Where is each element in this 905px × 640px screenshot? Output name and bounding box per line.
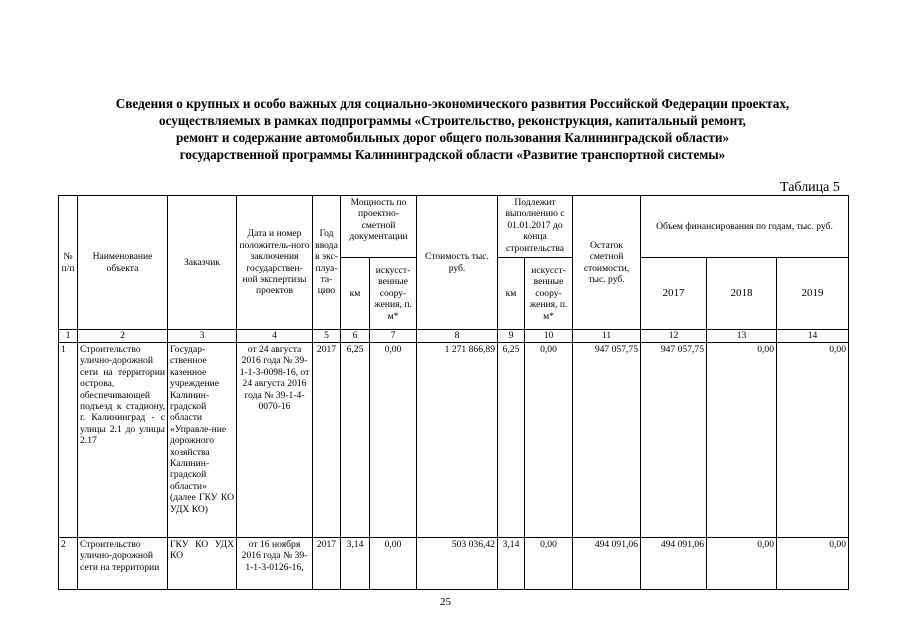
- row-art: 0,00: [370, 343, 417, 538]
- row-rest: 947 057,75: [573, 343, 641, 538]
- row-art-due: 0,00: [525, 343, 573, 538]
- row-num: 1: [59, 343, 78, 538]
- row-name: Строительство улично-дорожной сети на территории: [78, 538, 168, 590]
- title-line: государственной программы Калининградской области «Развитие транспортной системы»: [179, 147, 726, 162]
- row-year: 2017: [313, 538, 341, 590]
- header-art-due: искусст-венные соору-жения, п. м*: [525, 258, 573, 330]
- header-year: Год ввода в экс-плуа-та-цию: [313, 196, 341, 330]
- row-cost: 503 036,42: [417, 538, 498, 590]
- header-art: искусст-венные соору-жения, п. м*: [370, 258, 417, 330]
- title-line: ремонт и содержание автомобильных дорог общего пользования Калининградской области»: [175, 130, 730, 145]
- document-title: [40, 95, 865, 163]
- header-customer: Заказчик: [168, 196, 237, 330]
- row-year: 2017: [313, 343, 341, 538]
- column-number: 9: [498, 330, 525, 343]
- row-2017: 494 091,06: [641, 538, 707, 590]
- row-2019: 0,00: [777, 538, 849, 590]
- row-km: 6,25: [341, 343, 370, 538]
- row-2019: 0,00: [777, 343, 849, 538]
- row-km-due: 6,25: [498, 343, 525, 538]
- row-date: от 16 ноября 2016 года № 39-1-1-3-0126-16,: [237, 538, 313, 590]
- row-2018: 0,00: [707, 538, 777, 590]
- header-num: № п/п: [59, 196, 78, 330]
- column-number-row: [59, 330, 849, 343]
- column-number: 10: [525, 330, 573, 343]
- row-2017: 947 057,75: [641, 343, 707, 538]
- column-number: 8: [417, 330, 498, 343]
- row-name: Строительство улично-дорожной сети на территории острова, обеспечивающей подъезд к стадиону, г. Калининград - с улицы 2.1 до улицы 2.17: [78, 343, 168, 538]
- column-number: 14: [777, 330, 849, 343]
- header-year-2017: 2017: [641, 258, 707, 330]
- table-row: [59, 343, 849, 538]
- header-km-due: км: [498, 258, 525, 330]
- column-number: 2: [78, 330, 168, 343]
- header-year-2018: 2018: [707, 258, 777, 330]
- header-due: Подлежит выполнению с 01.01.2017 до конца строительства: [498, 196, 573, 258]
- projects-table: [58, 195, 849, 590]
- row-customer: Государ-ственное казенное учреждение Калинин-градской области «Управле-ние дорожного хозяйства Калинин-градской области» (далее ГКУ КО УДХ КО): [168, 343, 237, 538]
- row-km-due: 3,14: [498, 538, 525, 590]
- title-line: осуществляемых в рамках подпрограммы «Строительство, реконструкция, капитальный ремонт,: [159, 113, 746, 128]
- column-number: 6: [341, 330, 370, 343]
- header-date: Дата и номер положитель-ного заключения государствен-ной экспертизы проектов: [237, 196, 313, 330]
- row-2018: 0,00: [707, 343, 777, 538]
- row-customer: ГКУ КО УДХ КО: [168, 538, 237, 590]
- row-rest: 494 091,06: [573, 538, 641, 590]
- row-art-due: 0,00: [525, 538, 573, 590]
- column-number: 7: [370, 330, 417, 343]
- row-km: 3,14: [341, 538, 370, 590]
- title-line: Сведения о крупных и особо важных для социально-экономического развития Российской Федерации проектах,: [115, 96, 790, 111]
- column-number: 3: [168, 330, 237, 343]
- column-number: 11: [573, 330, 641, 343]
- table-row: [59, 538, 849, 590]
- row-art: 0,00: [370, 538, 417, 590]
- row-date: от 24 августа 2016 года № 39-1-1-3-0098-16, от 24 августа 2016 года № 39-1-4-0070-16: [237, 343, 313, 538]
- header-name: Наименование объекта: [78, 196, 168, 330]
- column-number: 1: [59, 330, 78, 343]
- header-financing: Объем финансирования по годам, тыс. руб.: [641, 196, 849, 258]
- header-km: км: [341, 258, 370, 330]
- column-number: 13: [707, 330, 777, 343]
- header-rest: Остаток сметной стоимости, тыс. руб.: [573, 196, 641, 330]
- page-number: 25: [440, 596, 451, 608]
- column-number: 4: [237, 330, 313, 343]
- row-cost: 1 271 866,89: [417, 343, 498, 538]
- column-number: 5: [313, 330, 341, 343]
- header-power: Мощность по проектно-сметной документации: [341, 196, 417, 258]
- table-label: Таблица 5: [780, 180, 840, 195]
- column-number: 12: [641, 330, 707, 343]
- row-num: 2: [59, 538, 78, 590]
- header-year-2019: 2019: [777, 258, 849, 330]
- header-cost: Стоимость тыс. руб.: [417, 196, 498, 330]
- header-row: [59, 196, 849, 258]
